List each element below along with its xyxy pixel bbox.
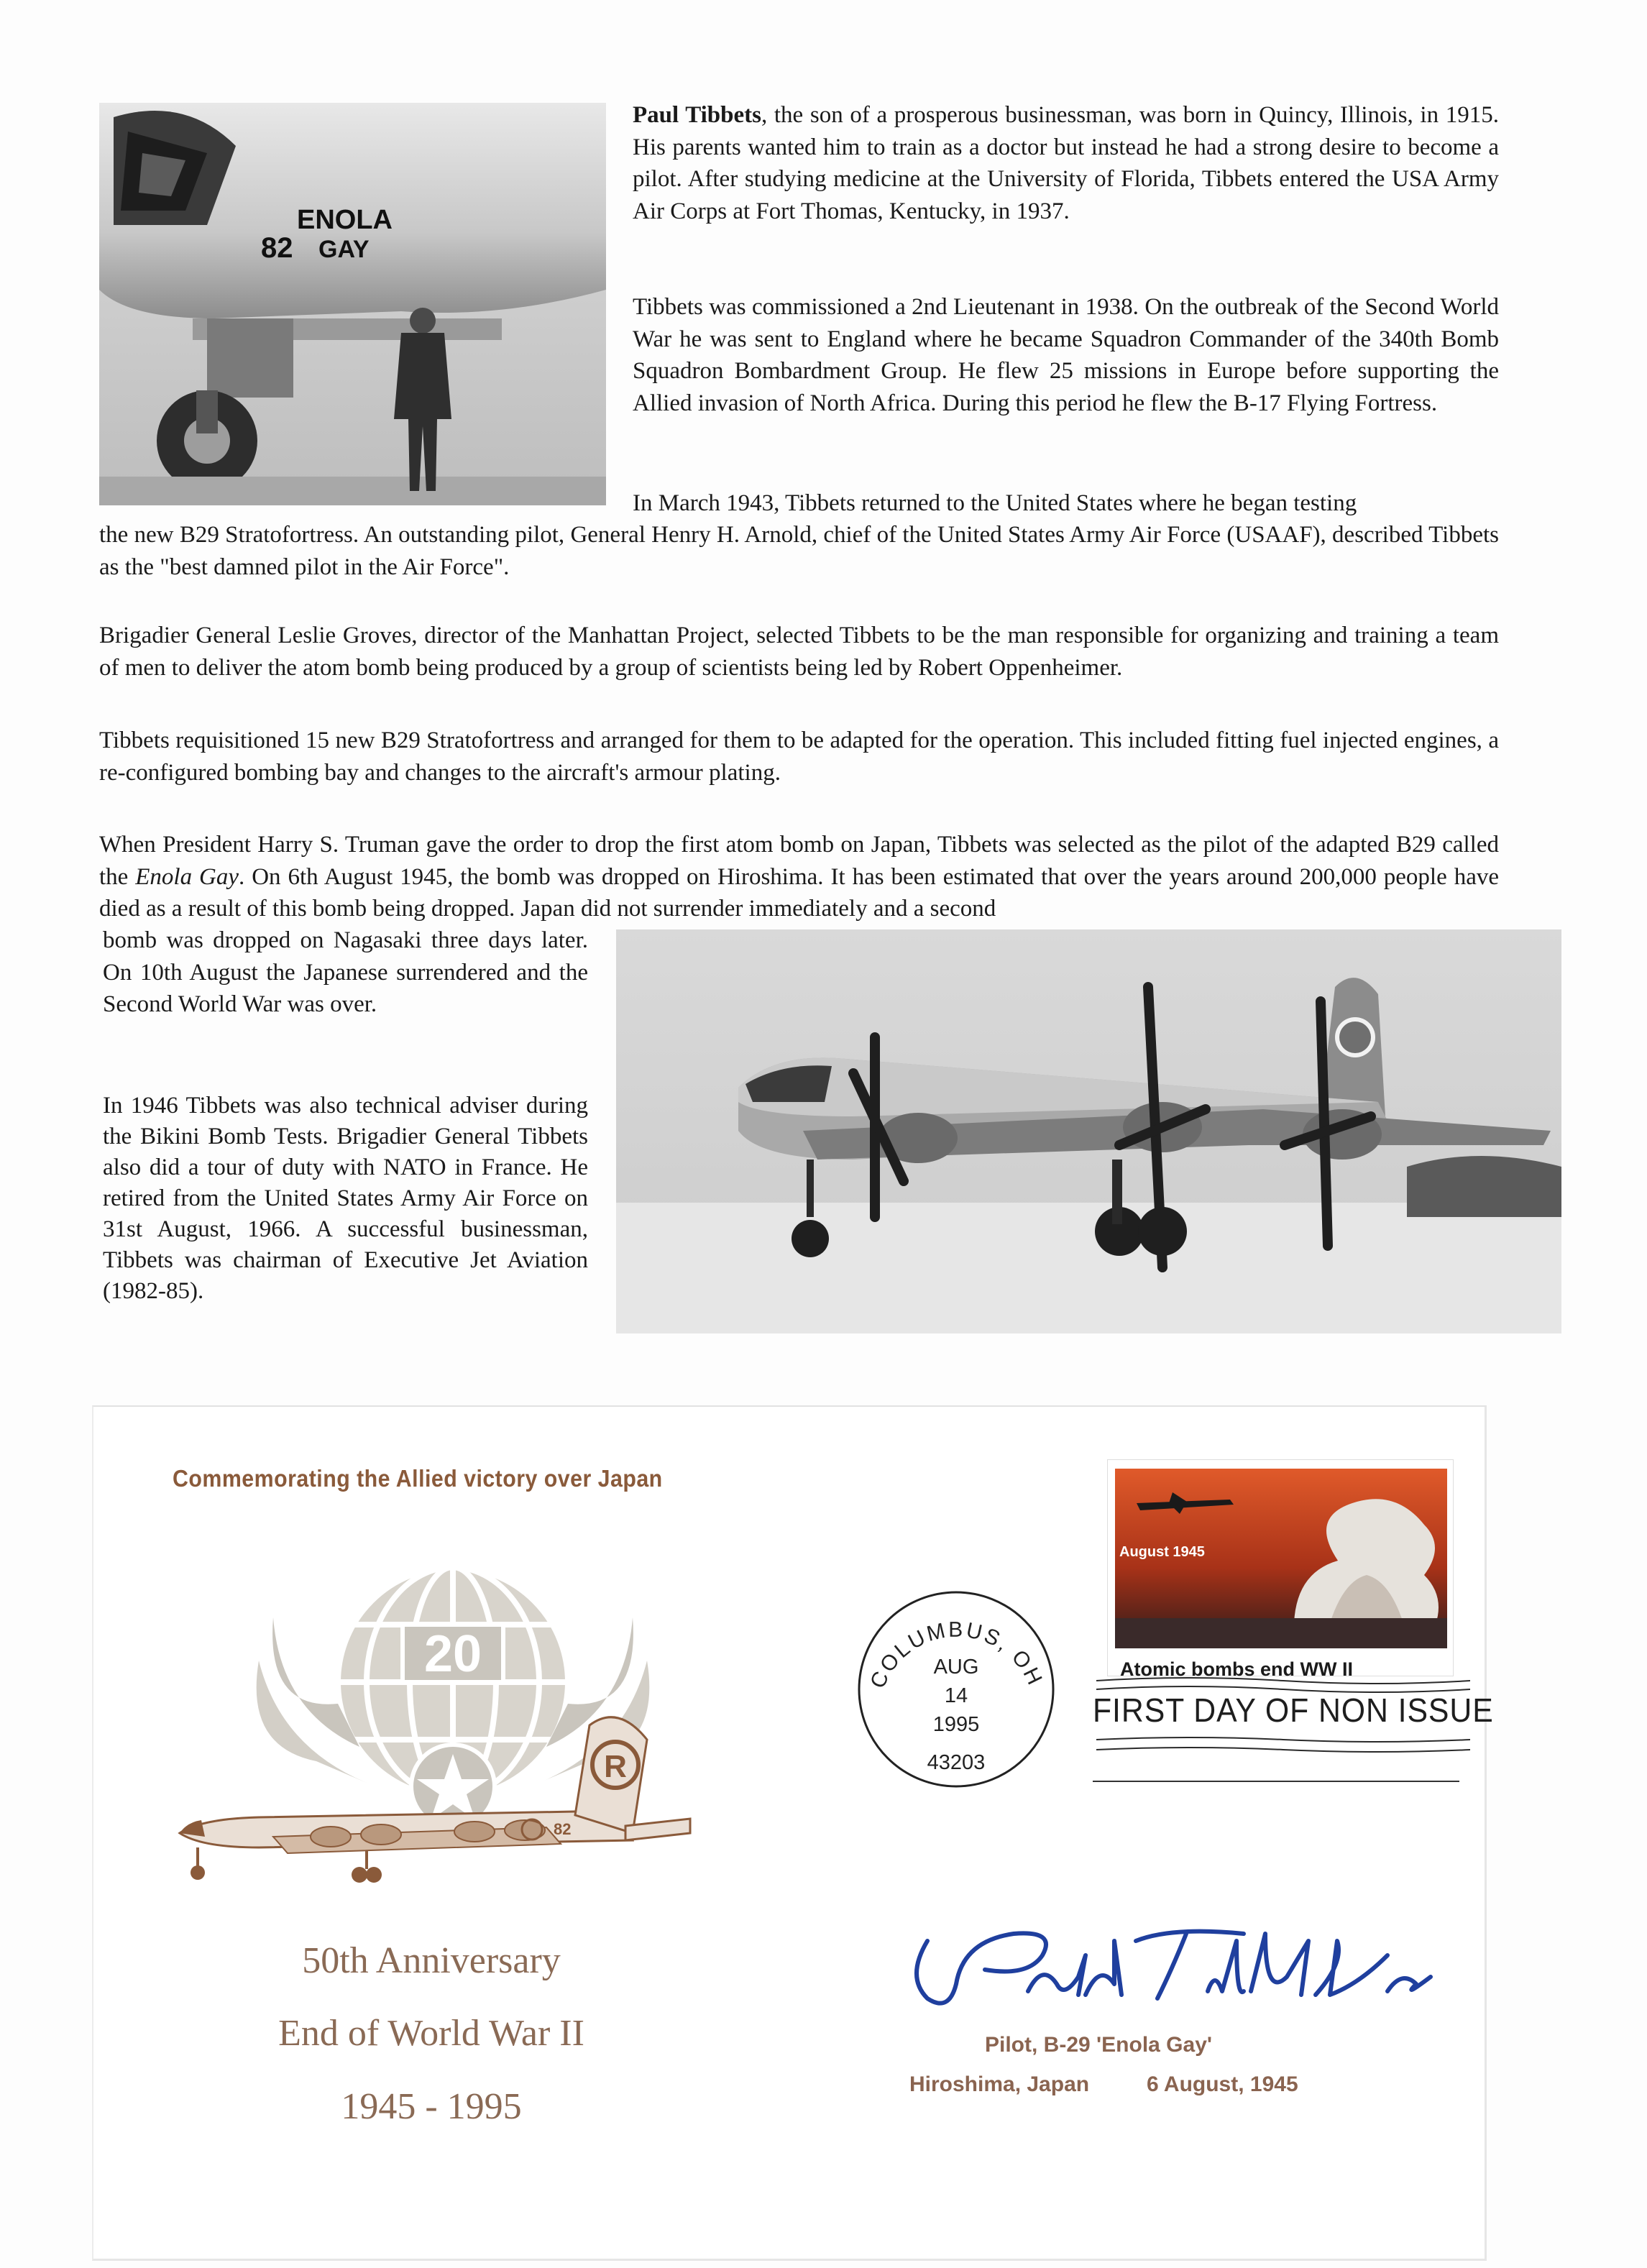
nose-number: 82 [261,232,293,264]
anniversary-line-2: End of World War II [278,2013,584,2054]
pilot-date: 6 August, 1945 [1147,2072,1298,2096]
postmark-day: 14 [944,1684,968,1707]
bio-paragraph-3: the new B29 Stratofortress. An outstanding pilot, General Henry H. Arnold, chief of the United States Army Air Force (USAAF), described Tibbets as the "best damned pilot in the Air Force". [99,522,1499,580]
bio-paragraph-3-line1: In March 1943, Tibbets returned to the United States where he began testing [633,490,1357,516]
tail-letter: R [604,1749,627,1784]
bio-paragraph-6-continued: bomb was dropped on Nagasaki three days later. On 10th August the Japanese surrendered and the Second World War was over. [103,927,588,1017]
bio-name: Paul Tibbets [633,102,761,128]
postage-stamp [1107,1459,1454,1676]
bio-paragraph-2: Tibbets was commissioned a 2nd Lieutenant in 1938. On the outbreak of the Second World War he was sent to England where he became Squadron Commander of the 340th Bomb Squadron Bombardment Group. He flew 25 missions in Europe before supporting the Allied invasion of North Africa. During this period he flew the B-17 Flying Fortress. [633,294,1499,416]
bio-paragraph-6 [99,829,1499,925]
postmark-city: COLUMBUS, OH [866,1617,1047,1692]
bio-paragraph-5: Tibbets requisitioned 15 new B29 Stratofortress and arranged for them to be adapted for the operation. This included fitting fuel injected engines, a re-configured bombing bay and changes to the aircraft's armour plating. [99,727,1499,786]
bio-paragraph-1-text: , the son of a prosperous businessman, was born in Quincy, Illinois, in 1915. His parents wanted him to train as a doctor but instead he had a strong desire to become a pilot. After studying medicine at the University of Florida, Tibbets entered the USA Army Air Corps at Fort Thomas, Kentucky, in 1937. [633,102,1499,224]
stamp-caption: Atomic bombs end WW II [1120,1658,1353,1680]
cancellation-text: FIRST DAY OF NON ISSUE [1093,1691,1494,1729]
anniversary-line-1: 50th Anniversary [302,1940,561,1981]
cachet-heading: Commemorating the Allied victory over Japan [173,1465,663,1492]
autograph-signature [899,1912,1459,2020]
signature-rule [1093,1781,1459,1782]
postmark-month: AUG [933,1656,979,1679]
b29-aircraft-photo [616,929,1561,1333]
bio-paragraph-1 [633,99,1499,227]
pilot-location: Hiroshima, Japan [909,2072,1090,2096]
emblem-number: 20 [423,1625,482,1683]
tibbets-portrait-photo [99,103,606,505]
postmark-zip: 43203 [927,1751,986,1774]
bio-enola-gay-italic: Enola Gay [135,863,239,890]
nose-art-gay: GAY [318,236,370,263]
cachet-emblem [173,1531,719,1891]
fuselage-number: 82 [554,1820,572,1838]
bio-paragraph-4: Brigadier General Leslie Groves, director of the Manhattan Project, selected Tibbets to be the man responsible for organizing and training a team of men to deliver the atom bomb being produced by a group of scientists being led by Robert Oppenheimer. [99,623,1499,681]
stamp-date-label: August 1945 [1119,1544,1205,1560]
bio-paragraph-6-b: . On 6th August 1945, the bomb was dropped on Hiroshima. It has been estimated that over the years around 200,000 people have died as a result of this bomb being dropped. Japan did not surrender immediately and a second [99,863,1499,922]
postmark-year: 1995 [932,1713,980,1736]
bio-paragraph-6-a: When President Harry S. Truman gave the order to drop the first atom bomb on Japan, Tibbets was selected as the pilot of the adapted B29 called the [99,832,1499,890]
pilot-credit: Pilot, B-29 'Enola Gay' [985,2033,1213,2057]
nose-art-enola: ENOLA [297,205,393,235]
anniversary-line-3: 1945 - 1995 [341,2086,522,2127]
bio-paragraph-7: In 1946 Tibbets was also technical adviser during the Bikini Bomb Tests. Brigadier General Tibbets also did a tour of duty with NATO in France. He retired from the United States Army Air Force on 31st August, 1966. A successful businessman, Tibbets was chairman of Executive Jet Aviation (1982-85). [103,1093,588,1304]
